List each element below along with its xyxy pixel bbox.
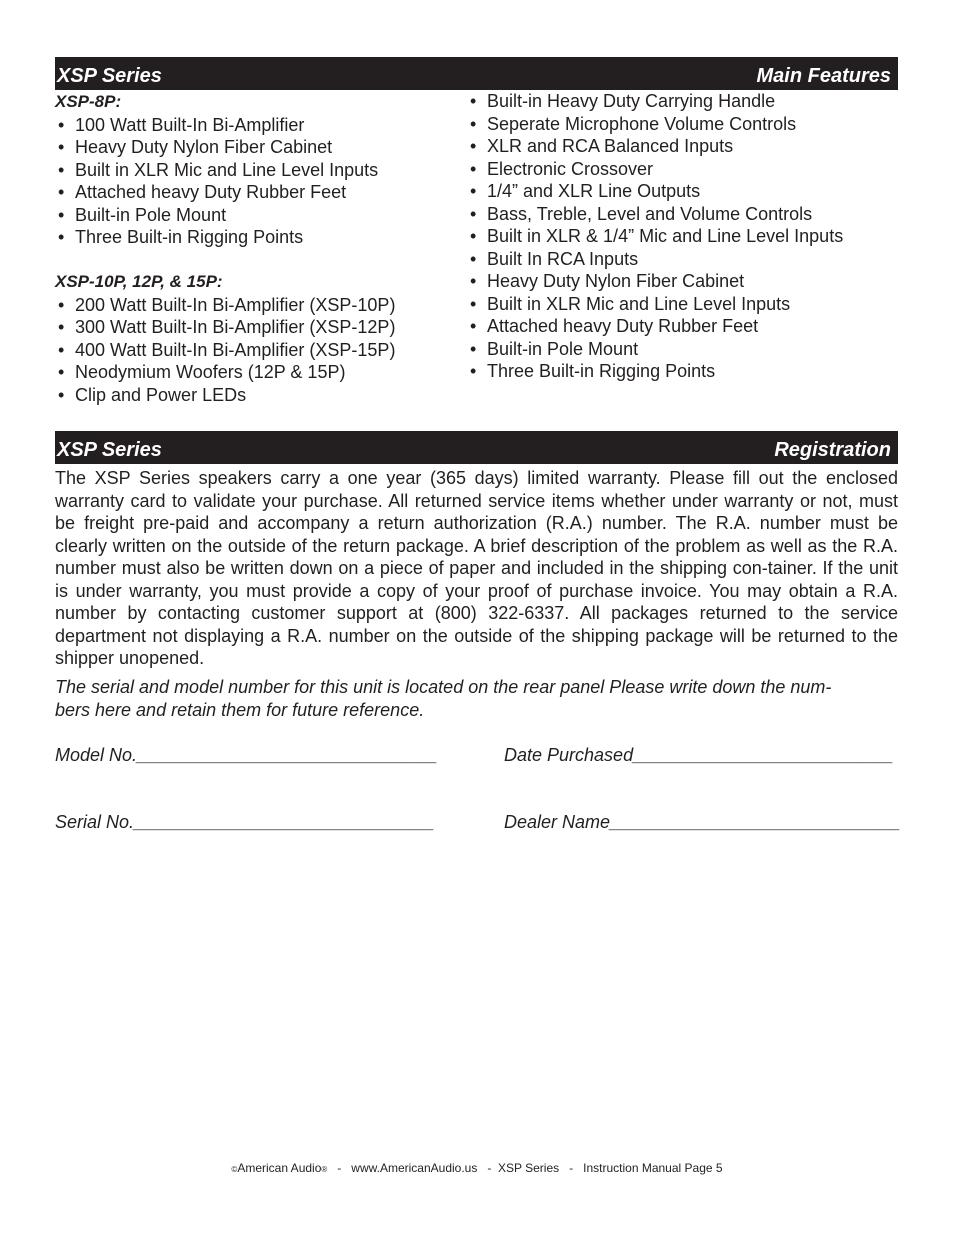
registration-header-bar (55, 431, 898, 464)
list-item: • 200 Watt Built-In Bi-Amplifier (XSP-10P) (55, 294, 395, 317)
list-item: • 300 Watt Built-In Bi-Amplifier (XSP-12P) (55, 316, 395, 339)
list-item: • Heavy Duty Nylon Fiber Cabinet (55, 136, 395, 159)
page-footer (0, 1161, 954, 1175)
serial-note-line-1: The serial and model number for this unit is located on the rear panel Please write down the num- (55, 677, 832, 697)
list-item: • Seperate Microphone Volume Controls (467, 113, 843, 136)
list-item: • 400 Watt Built-In Bi-Amplifier (XSP-15P) (55, 339, 395, 362)
registered-symbol: ® (321, 1165, 328, 1174)
list-item: • Bass, Treble, Level and Volume Controls (467, 203, 843, 226)
list-item: • Heavy Duty Nylon Fiber Cabinet (467, 270, 843, 293)
serial-number-field: Serial No.______________________________ (55, 812, 435, 832)
features-header-bar (55, 57, 898, 90)
footer-text: - www.AmericanAudio.us - XSP Series - Instruction Manual Page 5 (327, 1161, 723, 1175)
features-right-column (467, 90, 843, 383)
list-item: • Built-in Pole Mount (55, 204, 395, 227)
list-item: • Three Built-in Rigging Points (55, 226, 395, 249)
list-item: • 1/4” and XLR Line Outputs (467, 180, 843, 203)
common-feature-list (467, 90, 843, 383)
date-purchased-field: Date Purchased__________________________ (504, 745, 894, 765)
features-header-title: Main Features (756, 65, 891, 87)
list-item: • Clip and Power LEDs (55, 384, 395, 407)
model-number-field: Model No.______________________________ (55, 745, 438, 765)
serial-note-line-2: bers here and retain them for future reference. (55, 699, 425, 720)
list-item: • Built In RCA Inputs (467, 248, 843, 271)
list-item: • Built in XLR Mic and Line Level Inputs (467, 293, 843, 316)
xsp-8p-feature-list (55, 114, 395, 249)
dealer-name-field: Dealer Name_____________________________ (504, 812, 901, 832)
list-item: • Attached heavy Duty Rubber Feet (55, 181, 395, 204)
list-item: • Built in XLR Mic and Line Level Inputs (55, 159, 395, 182)
list-item: • XLR and RCA Balanced Inputs (467, 135, 843, 158)
features-header-series: XSP Series (57, 65, 162, 87)
footer-brand: American Audio (237, 1161, 322, 1175)
xsp-8p-title: XSP-8P: (55, 92, 122, 111)
registration-header-series: XSP Series (57, 439, 162, 461)
list-item: • Built-in Heavy Duty Carrying Handle (467, 90, 843, 113)
xsp-10p-12p-15p-feature-list (55, 294, 395, 407)
list-item: • Electronic Crossover (467, 158, 843, 181)
warranty-paragraph: The XSP Series speakers carry a one year (365 days) limited warranty. Please fill out the enclosed warranty card to validate your purchase. All returned service items whether under warranty or not, must be freight pre-paid and accompany a return authorization (R.A.) number. The R.A. number must be clearly written on the outside of the return package. A brief description of the problem as well as the R.A. number must also be written down on a piece of paper and included in the shipping con-tainer. If the unit is under warranty, you must provide a copy of your proof of purchase invoice. You may obtain a R.A. number by contacting customer support at (800) 322-6337. All packages returned to the service department not displaying a R.A. number on the outside of the shipping package will be returned to the shipper unopened. (55, 468, 898, 668)
registration-header-title: Registration (774, 439, 891, 461)
list-item: • Attached heavy Duty Rubber Feet (467, 315, 843, 338)
xsp-10p-12p-15p-title: XSP-10P, 12P, & 15P: (55, 272, 223, 291)
features-left-column (55, 91, 395, 406)
serial-note (55, 676, 898, 721)
list-item: • Built-in Pole Mount (467, 338, 843, 361)
copyright-symbol: © (231, 1165, 238, 1174)
list-item: • Built in XLR & 1/4” Mic and Line Level Inputs (467, 225, 843, 248)
list-item: • Three Built-in Rigging Points (467, 360, 843, 383)
list-item: • Neodymium Woofers (12P & 15P) (55, 361, 395, 384)
list-item: • 100 Watt Built-In Bi-Amplifier (55, 114, 395, 137)
